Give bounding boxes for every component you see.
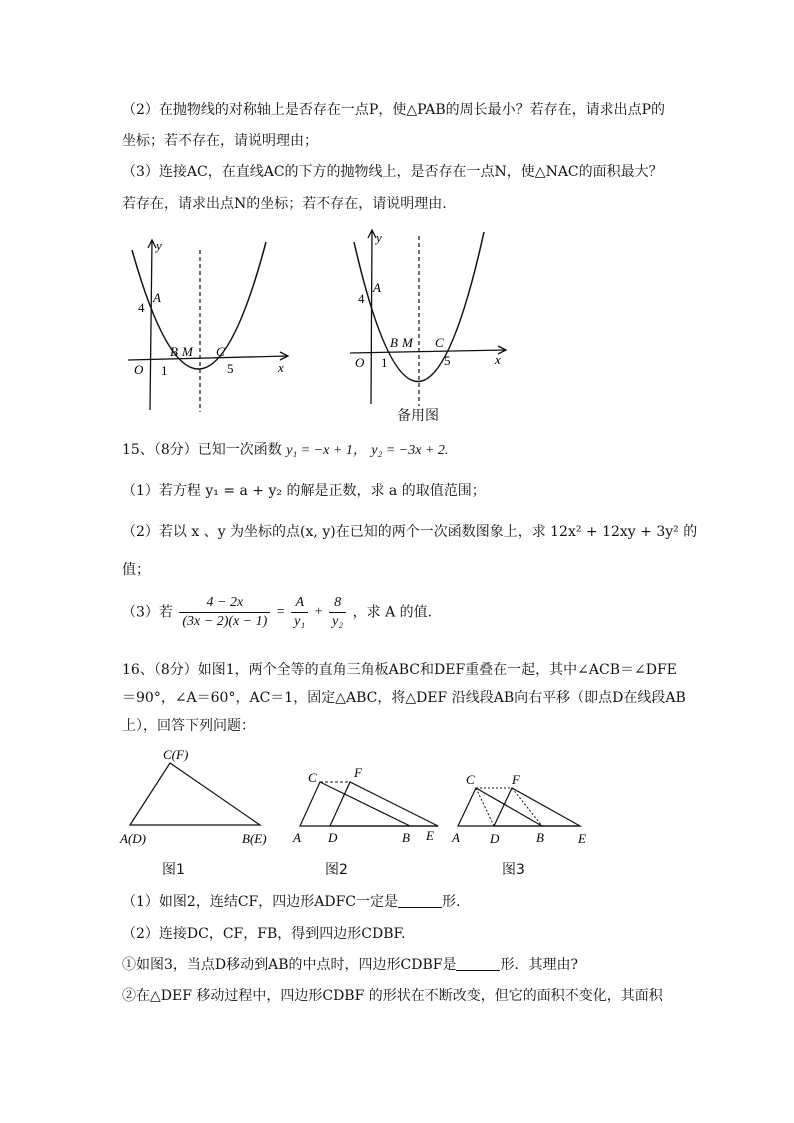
label-A: A (153, 290, 161, 305)
q15-part3 (122, 594, 432, 631)
label-C: C (435, 335, 444, 350)
x-label: x (278, 360, 284, 375)
label-B: B (170, 344, 178, 359)
q15-y1-expr: y₁ = −x + 1， (286, 443, 367, 458)
q15-head (122, 440, 448, 461)
q16-part1-text-b: 形. (442, 894, 461, 910)
label-A: A (373, 280, 381, 295)
fraction-3-denominator: y₂ (332, 614, 344, 629)
label-E: E (426, 828, 434, 843)
q16-part2-2: ②在△DEF 移动过程中，四边形CDBF 的形状在不断改变，但它的面积不变化，其面积 (122, 988, 663, 1004)
fraction-1 (179, 594, 270, 631)
label-A: A (293, 830, 301, 845)
q16-part1-text-a: （1）如图2，连结CF，四边形ADFC一定是 (122, 894, 399, 910)
q15-part3-suffix: ，求 A 的值. (352, 604, 433, 621)
label-B: B (536, 830, 544, 845)
q15-part1: （1）若方程 y₁ = a + y₂ 的解是正数，求 a 的取值范围； (122, 483, 486, 499)
q15-head-text: 15、（8分）已知一次函数 (122, 442, 282, 458)
label-5: 5 (227, 361, 234, 376)
label-1: 1 (161, 363, 168, 378)
label-M: M (402, 335, 413, 350)
q14-part2-line2: 坐标；若不存在，请说明理由； (122, 133, 318, 149)
answer-blank-1[interactable] (398, 893, 442, 908)
figure-1-caption: 图1 (162, 862, 185, 878)
x-axis (128, 356, 288, 360)
label-BE: B(E) (242, 831, 267, 846)
label-C: C (308, 770, 317, 785)
q16-line1: 16、（8分）如图1，两个全等的直角三角板ABC和DEF重叠在一起，其中∠ACB＝∠DFE (122, 662, 677, 678)
label-1: 1 (381, 355, 388, 370)
q14-part3-line1: （3）连接AC，在直线AC的下方的抛物线上，是否存在一点N，使△NAC的面积最大？ (122, 164, 663, 180)
q15-part2-line2: 值； (122, 562, 150, 578)
label-M: M (182, 344, 193, 359)
answer-blank-2[interactable] (456, 956, 500, 971)
q15-y2-expr: y₂ = −3x + 2. (371, 443, 449, 458)
figure-2 (288, 762, 448, 852)
figure-3 (448, 768, 598, 852)
fraction-3 (329, 594, 346, 631)
label-D: D (328, 830, 338, 845)
q14-part3-line2: 若存在，请求出点N的坐标；若不存在，请说明理由. (122, 196, 447, 212)
parabola-graph-1 (118, 232, 298, 417)
label-5: 5 (444, 353, 451, 368)
q16-line3: 上），回答下列问题： (122, 718, 255, 734)
figure-1 (118, 745, 278, 850)
fraction-1-denominator: (3x − 2)(x − 1) (182, 614, 268, 629)
y-label: y (156, 238, 162, 253)
figure-2-caption: 图2 (325, 862, 348, 878)
x-axis (350, 350, 506, 353)
q15-part3-prefix: （3）若 (122, 604, 173, 621)
fraction-2-numerator: A (291, 594, 308, 613)
q16-line2: ＝90°，∠A＝60°，AC＝1，固定△ABC，将△DEF 沿线段AB向右平移（即点D在线段AB (122, 690, 686, 706)
label-O: O (134, 362, 144, 377)
q16-part2-1-text-b: 形．其理由? (500, 957, 578, 973)
q16-part2: （2）连接DC，CF，FB，得到四边形CDBF. (122, 926, 406, 942)
equals-sign: = (276, 604, 285, 620)
fraction-2-denominator: y₁ (294, 614, 306, 629)
fraction-2 (291, 594, 308, 631)
label-D: D (490, 831, 500, 846)
label-CF: C(F) (163, 747, 189, 762)
q16-part1 (122, 892, 460, 912)
label-B: B (402, 830, 410, 845)
label-C: C (216, 344, 225, 359)
q15-part2-line1: （2）若以 x 、y 为坐标的点(x, y)在已知的两个一次函数图象上，求 12x² + 12xy + 3y² 的 (122, 524, 698, 540)
label-F: F (512, 772, 520, 787)
x-label: x (495, 352, 501, 367)
backup-graph-caption: 备用图 (397, 408, 439, 424)
y-label: y (376, 230, 382, 245)
q14-part2-line1: （2）在抛物线的对称轴上是否存在一点P，使△PAB的周长最小？若存在，请求出点P的 (122, 102, 666, 118)
parabola-graph-2 (340, 226, 520, 411)
q16-part2-1 (122, 955, 578, 975)
y-axis (371, 230, 372, 404)
label-4: 4 (138, 300, 145, 315)
fraction-3-numerator: 8 (329, 594, 346, 613)
label-B: B (390, 335, 398, 350)
label-4: 4 (358, 291, 365, 306)
label-E: E (578, 831, 586, 846)
figure-3-caption: 图3 (502, 862, 525, 878)
label-A: A (452, 830, 460, 845)
q16-part2-1-text-a: ①如图3，当点D移动到AB的中点时，四边形CDBF是 (122, 957, 457, 973)
fraction-1-numerator: 4 − 2x (179, 594, 270, 613)
label-O: O (355, 355, 365, 370)
plus-sign: + (314, 604, 323, 620)
y-axis (150, 240, 152, 410)
label-AD: A(D) (120, 831, 146, 846)
label-F: F (354, 765, 362, 780)
label-C: C (466, 772, 475, 787)
